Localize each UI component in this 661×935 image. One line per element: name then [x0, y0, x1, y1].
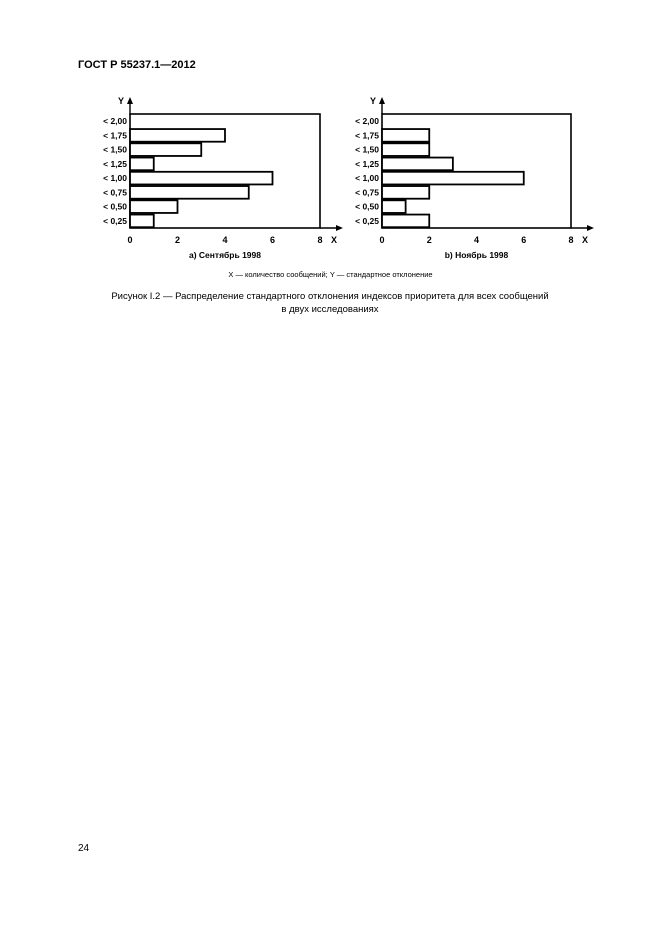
chart-1-x-tick-label: 0: [127, 235, 133, 245]
chart-2-bar: [382, 172, 524, 185]
figure-caption: [80, 290, 580, 316]
chart-1-x-tick-label: 2: [174, 235, 181, 245]
chart-1-bar: [130, 200, 178, 213]
chart-1-bar: [130, 129, 225, 142]
chart-2-bar: [382, 129, 429, 142]
chart-1-bar: [130, 143, 201, 156]
chart-1-category-label: < 1,75: [103, 130, 127, 141]
chart-1-y-axis-arrow: [127, 97, 133, 104]
chart-2-category-label: < 2,00: [355, 116, 379, 127]
chart-2-y-axis-label: Y: [369, 96, 376, 106]
chart-2-bar: [382, 200, 406, 213]
chart-1-category-label: < 1,00: [103, 173, 127, 184]
chart-2-x-tick-label: 8: [568, 235, 574, 245]
chart-2-y-axis-arrow: [379, 97, 385, 104]
chart-1-y-axis-label: Y: [117, 96, 124, 106]
caption-line-1: Рисунок I.2 — Распределение стандартного отклонения индексов приоритета для всех сообщений: [111, 291, 549, 302]
chart-2-bar: [382, 215, 429, 228]
chart-1-x-axis-label: X: [331, 235, 338, 245]
chart-2-category-label: < 1,75: [355, 130, 379, 141]
chart-1-x-tick-label: 6: [269, 235, 276, 245]
chart-2-x-tick-label: 2: [426, 235, 432, 245]
chart-2-bar: [382, 158, 453, 171]
chart-1-category-label: < 0,50: [103, 201, 127, 212]
chart-2-x-tick-label: 0: [379, 235, 385, 245]
chart-1-bar: [130, 172, 273, 185]
chart-1-x-axis-arrow: [336, 225, 343, 231]
chart-2-category-label: < 0,25: [355, 215, 379, 226]
chart-1-x-tick-label: 4: [222, 235, 228, 245]
chart-2-x-axis-label: X: [582, 235, 589, 245]
chart-1-x-tick-label: 8: [317, 235, 323, 245]
chart-2-bar: [382, 143, 429, 156]
figure-legend: X — количество сообщений; Y — стандартное отклонение: [228, 270, 433, 279]
chart-2-category-label: < 1,00: [355, 173, 379, 184]
chart-2-category-label: < 0,75: [355, 187, 379, 198]
chart-2-x-tick-label: 6: [521, 235, 527, 245]
chart-1-category-label: < 1,50: [103, 144, 127, 155]
chart-1-category-label: < 2,00: [103, 116, 127, 127]
chart-1-category-label: < 0,75: [103, 187, 127, 198]
chart-2-bar: [382, 186, 429, 199]
chart-2-category-label: < 1,25: [355, 158, 379, 169]
charts-area: [0, 0, 661, 300]
chart-1-category-label: < 1,25: [103, 158, 127, 169]
page-number: 24: [78, 843, 90, 854]
chart-1-bar: [130, 215, 154, 228]
chart-2-category-label: < 1,50: [355, 144, 379, 155]
chart-2-chart-title: b) Ноябрь 1998: [444, 250, 509, 260]
caption-line-2: в двух исследованиях: [281, 304, 379, 315]
chart-1-bar: [130, 158, 154, 171]
chart-2-x-tick-label: 4: [473, 235, 480, 245]
chart-1-category-label: < 0,25: [103, 215, 127, 226]
chart-2-category-label: < 0,50: [355, 201, 379, 212]
chart-1-bar: [130, 186, 249, 199]
document-header: ГОСТ Р 55237.1—2012: [78, 59, 196, 71]
chart-2-x-axis-arrow: [587, 225, 594, 231]
chart-1-chart-title: a) Сентябрь 1998: [189, 250, 261, 260]
